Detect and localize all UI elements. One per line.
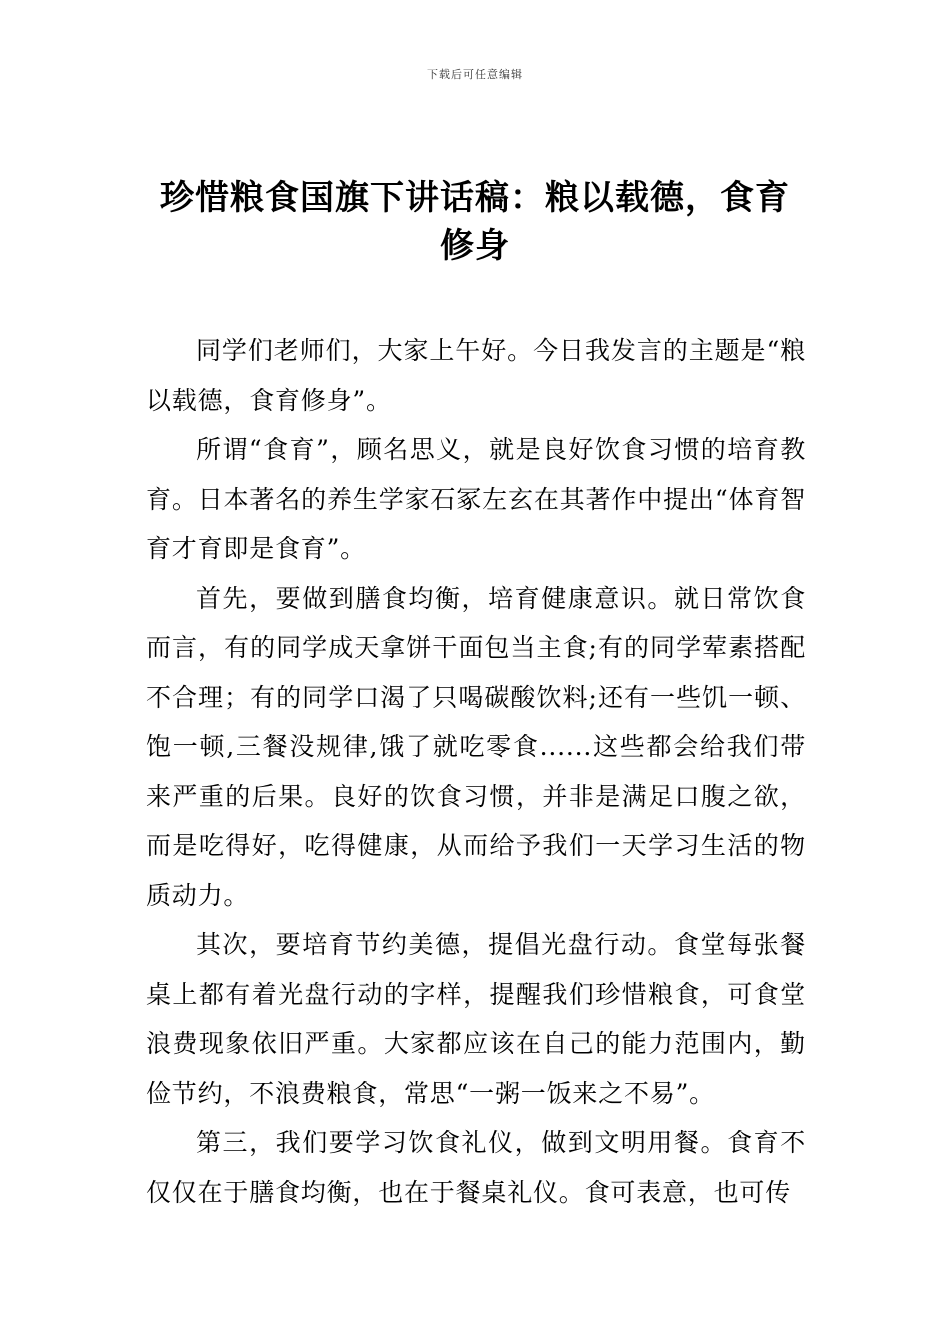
paragraph: 其次，要培育节约美德，提倡光盘行动。食堂每张餐桌上都有着光盘行动的字样，提醒我们珍惜粮食，可食堂浪费现象依旧严重。大家都应该在自己的能力范围内，勤俭节约，不浪费粮食，常思“一粥一饭来之不易”。: [146, 930, 806, 1108]
paragraph: 同学们老师们，大家上午好。今日我发言的主题是“粮以载德，食育修身”。: [146, 336, 806, 415]
paragraph: 所谓“食育”，顾名思义，就是良好饮食习惯的培育教育。日本著名的养生学家石冢左玄在其著作中提出“体育智育才育即是食育”。: [146, 435, 806, 563]
paragraph: 第三，我们要学习饮食礼仪，做到文明用餐。食育不仅仅在于膳食均衡，也在于餐桌礼仪。食可表意，也可传: [146, 1128, 806, 1207]
header-note: 下载后可任意编辑: [427, 68, 523, 81]
document-title: 珍惜粮食国旗下讲话稿：粮以载德，食育修身: [160, 178, 790, 266]
paragraph: 首先，要做到膳食均衡，培育健康意识。就日常饮食而言，有的同学成天拿饼干面包当主食;有的同学荤素搭配不合理；有的同学口渴了只喝碳酸饮料;还有一些饥一顿、饱一顿,三餐没规律,饿了就吃零食......这些都会给我们带来严重的后果。良好的饮食习惯，并非是满足口腹之欲，而是吃得好，吃得健康，从而给予我们一天学习生活的物质动力。: [146, 583, 806, 910]
document-body: [146, 326, 806, 1217]
